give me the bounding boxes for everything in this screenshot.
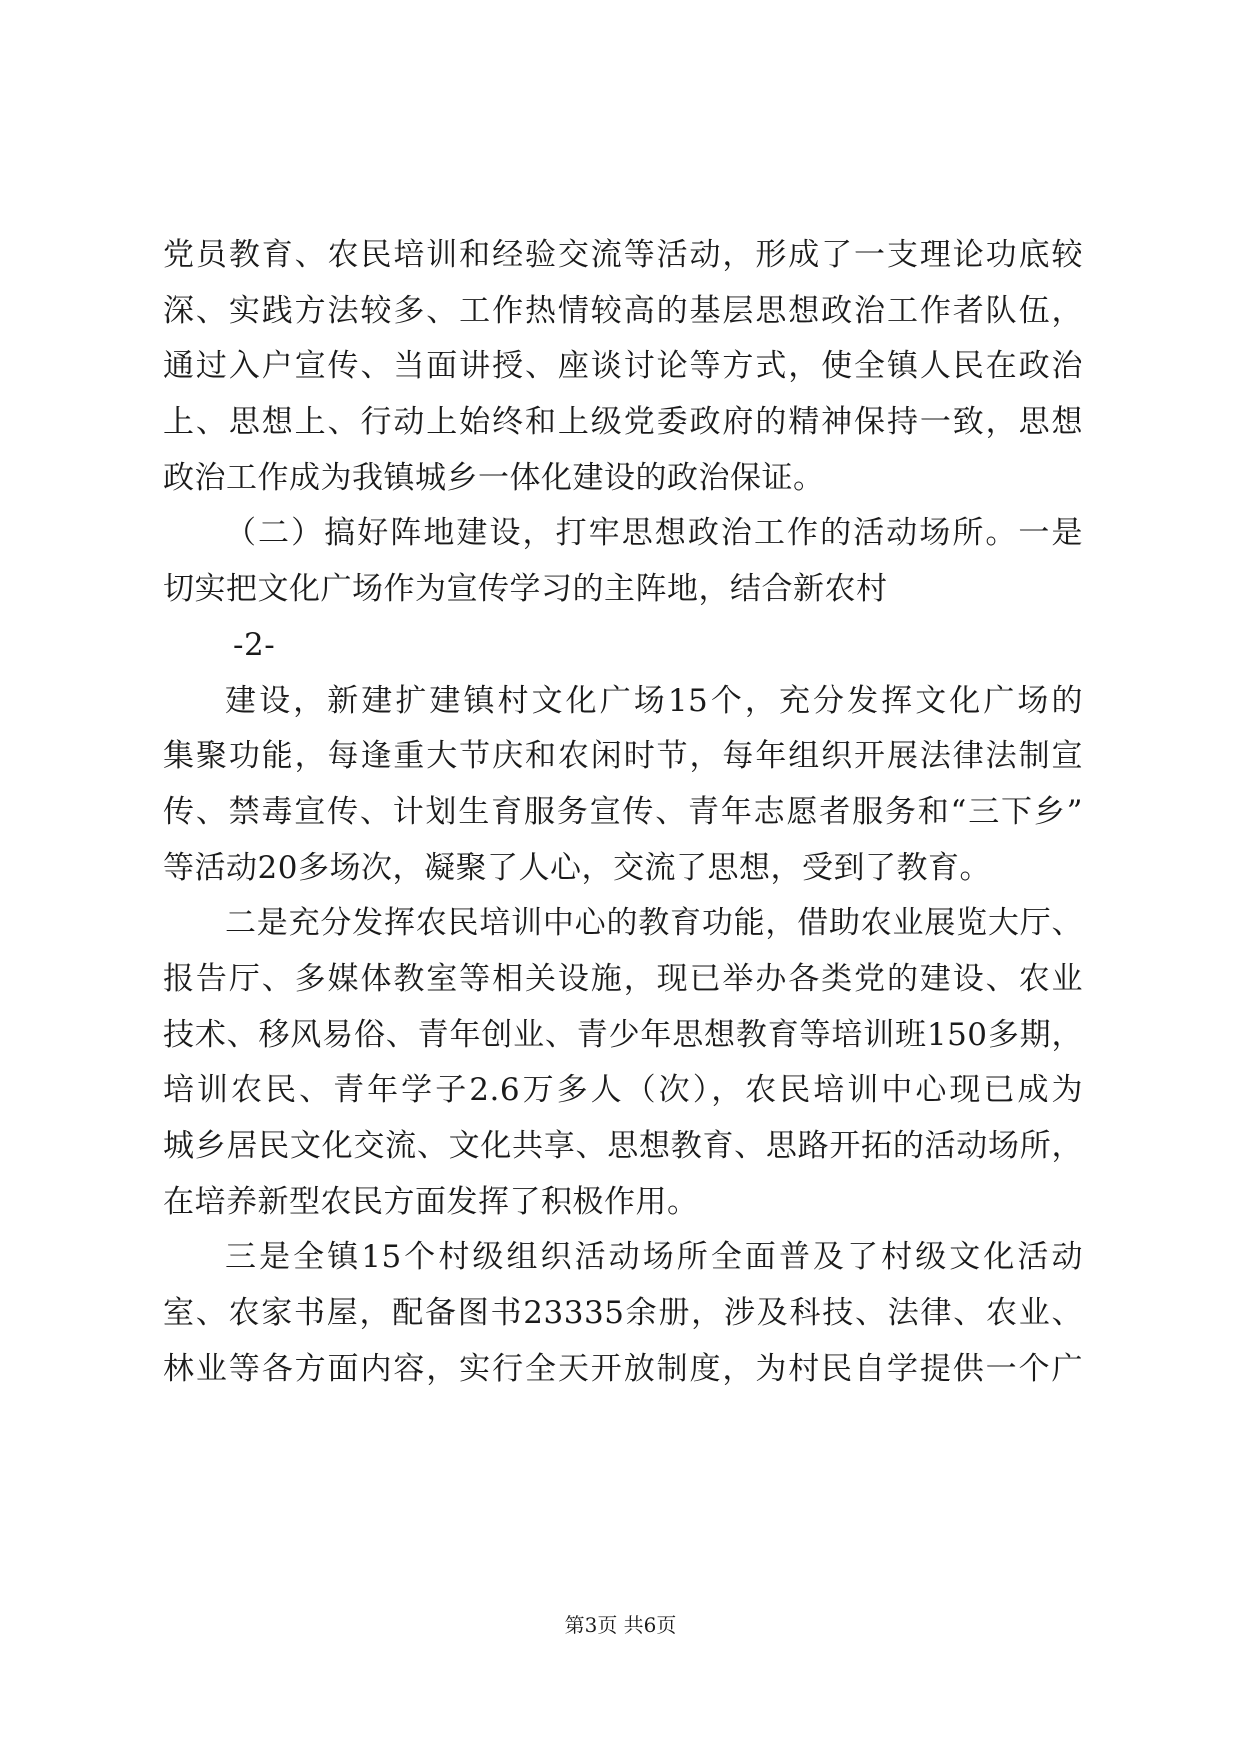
paragraph-start-line: 三是全镇15个村级组织活动场所全面普及了村级文化活动: [225, 1239, 1083, 1276]
section-heading-line: （二）搞好阵地建设，打牢思想政治工作的活动场所。一是: [225, 515, 1083, 552]
text-line: 在培养新型农民方面发挥了积极作用。: [163, 1183, 699, 1220]
inline-page-marker: -2-: [233, 626, 276, 663]
paragraph-start-line: 二是充分发挥农民培训中心的教育功能，借助农业展览大厅、: [225, 905, 1083, 942]
text-line: 党员教育、农民培训和经验交流等活动，形成了一支理论功底较: [163, 237, 1083, 273]
page-footer: 第3页 共6页: [564, 1613, 677, 1637]
text-line: 集聚功能，每逢重大节庆和农闲时节，每年组织开展法律法制宣: [163, 738, 1083, 775]
text-line: 建设，新建扩建镇村文化广场15个，充分发挥文化广场的: [225, 682, 1083, 719]
text-line: 上、思想上、行动上始终和上级党委政府的精神保持一致，思想: [163, 404, 1083, 441]
text-line: 培训农民、青年学子2.6万多人（次），农民培训中心现已成为: [163, 1072, 1083, 1109]
text-line: 室、农家书屋，配备图书23335余册，涉及科技、法律、农业、: [163, 1295, 1083, 1332]
text-line: 林业等各方面内容，实行全天开放制度，为村民自学提供一个广: [163, 1350, 1083, 1387]
text-line: 深、实践方法较多、工作热情较高的基层思想政治工作者队伍，: [163, 292, 1083, 329]
text-line: 报告厅、多媒体教室等相关设施，现已举办各类党的建设、农业: [163, 960, 1083, 997]
text-line: 城乡居民文化交流、文化共享、思想教育、思路开拓的活动场所，: [163, 1128, 1083, 1164]
body-text: [163, 228, 1083, 1397]
text-line: 技术、移风易俗、青年创业、青少年思想教育等培训班150多期，: [163, 1016, 1083, 1053]
text-line: 政治工作成为我镇城乡一体化建设的政治保证。: [163, 459, 825, 496]
text-line: 等活动20多场次，凝聚了人心，交流了思想，受到了教育。: [163, 849, 991, 886]
text-line: 切实把文化广场作为宣传学习的主阵地，结合新农村: [163, 571, 888, 608]
text-line: 通过入户宣传、当面讲授、座谈讨论等方式，使全镇人民在政治: [163, 348, 1083, 385]
text-line: 传、禁毒宣传、计划生育服务宣传、青年志愿者服务和“三下乡”: [163, 793, 1083, 830]
